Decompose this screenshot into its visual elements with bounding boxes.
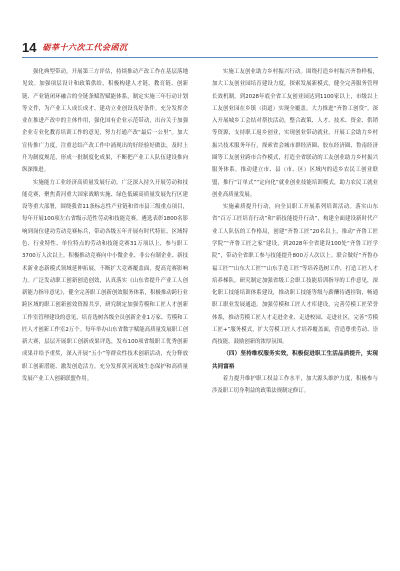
paragraph: 实施素质提升行动，向全员职工开展系列培训活动。落实山东省“百万工匠培育行动”和“新技能提升行动”，构建全面建设新时代产业工人队伍的工作格局，创建“齐鲁工匠”20名以上，推动“齐鲁工匠学院”“齐鲁工匠之家”建设，到2028年全省建设100处“齐鲁工匠学院”，带动全省职工参与技能提升800万人次以上。联合做好“齐鲁办福工匠”“山东大工匠”“山东手造工匠”等培养选树工作，打造工匠人才培养梯队。研究制定加强省级工会职工技能培训指导的工作意见，深化职工技能培训体系建设，推动职工技能等级与薪酬待遇挂钩，畅通职工职业发展通道。加强劳模和工匠人才库建设，完善劳模工匠荣誉体系，推动劳模工匠人才走进企业、走进校园、走进社区，完善“劳模工匠+”服务模式，扩大劳模工匠人才培养覆盖面，营造尊重劳动、崇尚技能、鼓励创新的浓厚氛围。 <box>212 204 378 346</box>
left-column <box>22 66 188 385</box>
journal-title: 砺莘十六次工代会函沉 <box>42 42 128 52</box>
paragraph: 实施工友创业助力乡村振兴行动。围绕打造乡村振兴齐鲁样板，加大工友创业园培育建设力度，探索发展新模式，健全完善服务管理长效机制，到2028年底全省工友创业园达到1100家以上，市级以上工友创业园在乡镇（街道）实现全覆盖。大力推进“齐鲁工创贷”，深入开展城乡工会结对帮扶活动，整合政策、人才、技术、资金、供销等资源，支持职工返乡创业，实现创业带动就业。开展工会助力乡村振兴技术服务年行，探索省会城市群经济圈、胶东经济圈、鲁南经济圈等工友创业跨市合作模式，打造全省联动的工友创业助力乡村振兴服务体系。推动建立市、县（市、区）区域内的适乡农民工创业联盟，推行“订单式”“定向化”就业创业技能培训模式，助力农民工就业创业高质量发展。 <box>212 69 378 198</box>
paragraph: 强化典型带动，开展第三方评估，持续推动产改工作在基层落地见效。加强项层设计和政策供给，积极构建人才链、教育链、创新链、产业链闭环融合的全链条赋智赋能体系，制定实施三年行动计划等文件，为产业工人成长成才、建功立业创设良好条件。充分发挥企业在推进产改中的主体作用，强化国有企业示范带动，出台关于加强企业专业化教育培训工作的意见，努力打通产改“最后一公里”。加大宣传推广力度，注重总结产改工作中涌现出的好经验好做法，及时上升为制度规范，形成一批制度化成果，不断把产业工人队伍建设推向纵深推进。 <box>22 69 188 174</box>
paragraph: 实施能力工业经济高质量发展行动。广泛深入持久开展劳动和技能竞赛，聚焦黄河重大国家战略实施、绿色低碳高质量发展先行区建设等重大部署，围绕我省11条标志性产业链和省市县三级重点项目，每年开展100项左右省级示范性劳动和技能竞赛，遴选表彰1800名影响到岗位建功劳动竞赛标兵，带动各级五年开展有时代特征、区域特色、行业特性、单位特点的劳动和技能竞赛31万项以上，参与职工3700万人次以上。积极推动竞赛向中小微企业、非公有制企业、新技术新业态新模式领域延伸拓展，不断扩大竞赛覆盖面，提高竞赛影响力。广泛发动职工创新创造创效，认真落实《山东省提升产业工人创新能力指导意见》，健全完善职工创新创效服务体系，积极推动跨行业跨区域的职工创新创效资源共享，研究制定加强劳模和工匠人才创新工作室管理建设的意见，培育选树各级全员创新企业1万家、劳模和工匠人才创新工作室2万个。每年举办山东省数字赋能高质量发展职工创新大赛，层层开展职工创新成果评选，发布100项省级职工优秀创新成果并给予重奖，深入开展“五小”等群众性技术创新活动，充分释放职工创新潜能、激发创造活力。充分发挥黄河流域生态保护和高质量发展产业工人创新联盟作用。 <box>22 179 188 383</box>
paragraph: 着力提升维护职工权益工作水平，加大源头维护力度，积极参与涉及职工切身利益的政策法规制定修订。 <box>212 376 378 395</box>
page-number: 14 <box>22 39 37 55</box>
page-header <box>22 40 127 54</box>
header-divider <box>22 57 378 58</box>
right-column <box>212 66 378 398</box>
section-heading: （四）坚持维权服务实效，积极促进职工生活品质提升，实现共同富裕 <box>212 351 378 370</box>
